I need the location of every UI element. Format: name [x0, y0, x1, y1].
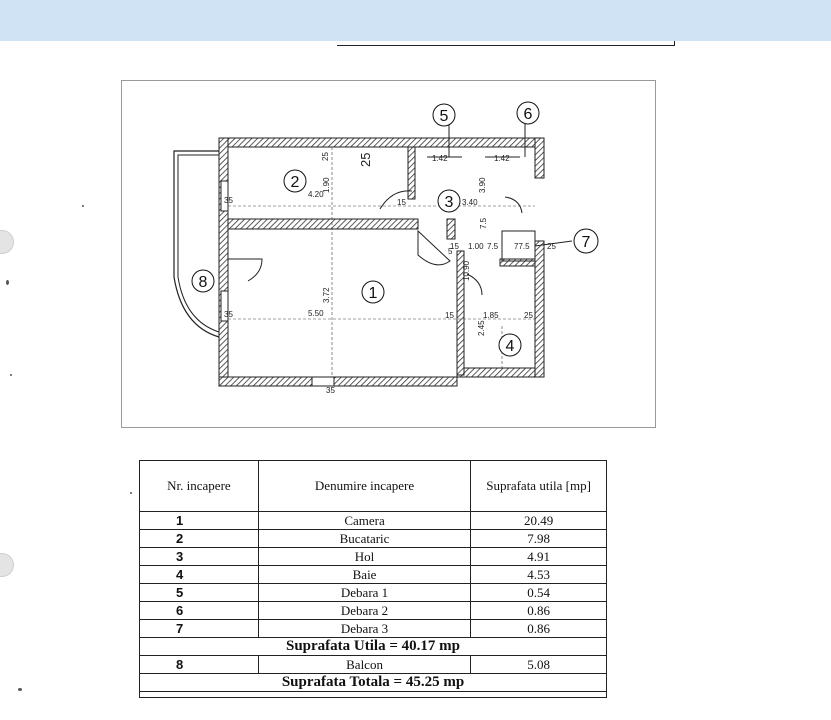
- dim-text: 5: [448, 247, 453, 256]
- scan-speck: [18, 688, 22, 691]
- table-row: [140, 584, 607, 602]
- table-stub-row: [140, 692, 607, 698]
- cell-name: Debara 3: [258, 620, 470, 638]
- top-bar: [0, 0, 831, 41]
- cell-area: 7.98: [471, 530, 607, 548]
- dim-text: 25: [524, 311, 533, 320]
- dim-text: 2.45: [477, 320, 486, 336]
- dim-text: 1.42: [494, 154, 510, 163]
- walls: [219, 138, 544, 386]
- cell-nr: 3: [140, 548, 259, 566]
- cell-name: Debara 2: [258, 602, 470, 620]
- cell-area: 0.54: [471, 584, 607, 602]
- table-row: [140, 530, 607, 548]
- room-label-8: 8: [198, 274, 208, 291]
- side-tab[interactable]: [0, 230, 14, 254]
- dim-text: 4.20: [308, 190, 324, 199]
- header-nr: Nr. incapere: [140, 461, 259, 512]
- dim-text: 1.42: [432, 154, 448, 163]
- cell-area: 0.86: [471, 602, 607, 620]
- grand-total-row: [140, 674, 607, 692]
- header-area: Suprafata utila [mp]: [471, 461, 607, 512]
- floor-plan-frame: [121, 80, 656, 428]
- dim-text: 3.90: [478, 177, 487, 193]
- cell-name: Debara 1: [258, 584, 470, 602]
- table-header-row: [140, 461, 607, 512]
- cell-nr: 6: [140, 602, 259, 620]
- table-row: [140, 548, 607, 566]
- dim-text: 10.90: [462, 260, 471, 281]
- dim-text: 5.50: [308, 309, 324, 318]
- table-row: [140, 602, 607, 620]
- floor-plan: [122, 81, 657, 429]
- table-row: [140, 620, 607, 638]
- dim-text: 15: [450, 242, 459, 251]
- dim-text: 15: [445, 311, 454, 320]
- useful-total-row: [140, 638, 607, 656]
- dim-text: 25: [321, 152, 330, 161]
- stub-cell: [140, 692, 607, 698]
- cell-name: Camera: [258, 512, 470, 530]
- scan-speck: [6, 280, 9, 285]
- dim-text: 7.5: [479, 217, 488, 229]
- dim-text: 35: [326, 386, 335, 395]
- area-table: [139, 460, 607, 698]
- grand-total: Suprafata Totala = 45.25 mp: [140, 674, 607, 692]
- cell-nr: 5: [140, 584, 259, 602]
- cell-nr: 7: [140, 620, 259, 638]
- cell-area: 0.86: [471, 620, 607, 638]
- room-label-3: 3: [444, 194, 454, 211]
- dim-text: 3.72: [322, 287, 331, 303]
- dim-text-large: 25: [358, 152, 373, 167]
- cell-name: Baie: [258, 566, 470, 584]
- scan-page-edge: [337, 41, 675, 46]
- room-label-2: 2: [290, 174, 300, 191]
- cell-name: Bucataric: [258, 530, 470, 548]
- dim-text: 77.5: [514, 242, 530, 251]
- cell-area: 20.49: [471, 512, 607, 530]
- cell-area: 4.53: [471, 566, 607, 584]
- dim-text: 15: [397, 198, 406, 207]
- dim-text: 3.40: [462, 198, 478, 207]
- dim-text: 25: [547, 242, 556, 251]
- room-label-6: 6: [523, 106, 533, 123]
- dim-text: 35: [224, 196, 233, 205]
- side-tab[interactable]: [0, 553, 14, 577]
- cell-nr: 1: [140, 512, 259, 530]
- dim-text: 7.5: [487, 242, 499, 251]
- scan-speck: [82, 205, 84, 207]
- cell-name: Hol: [258, 548, 470, 566]
- dim-text: 1.90: [322, 177, 331, 193]
- room-label-7: 7: [581, 234, 591, 251]
- table-row: [140, 656, 607, 674]
- dim-text: 1.85: [483, 311, 499, 320]
- cell-nr: 4: [140, 566, 259, 584]
- scan-speck: [10, 374, 12, 376]
- cell-nr: 2: [140, 530, 259, 548]
- cell-area: 4.91: [471, 548, 607, 566]
- useful-total: Suprafata Utila = 40.17 mp: [140, 638, 607, 656]
- header-name: Denumire incapere: [258, 461, 470, 512]
- room-label-1: 1: [368, 285, 378, 302]
- room-label-5: 5: [439, 108, 449, 125]
- cell-name: Balcon: [258, 656, 470, 674]
- cell-area: 5.08: [471, 656, 607, 674]
- cell-nr: 8: [140, 656, 259, 674]
- dim-text: 1.00: [468, 242, 484, 251]
- table-row: [140, 566, 607, 584]
- table-row: [140, 512, 607, 530]
- dim-text: 35: [224, 310, 233, 319]
- scan-speck: [130, 492, 132, 494]
- room-label-4: 4: [505, 338, 515, 355]
